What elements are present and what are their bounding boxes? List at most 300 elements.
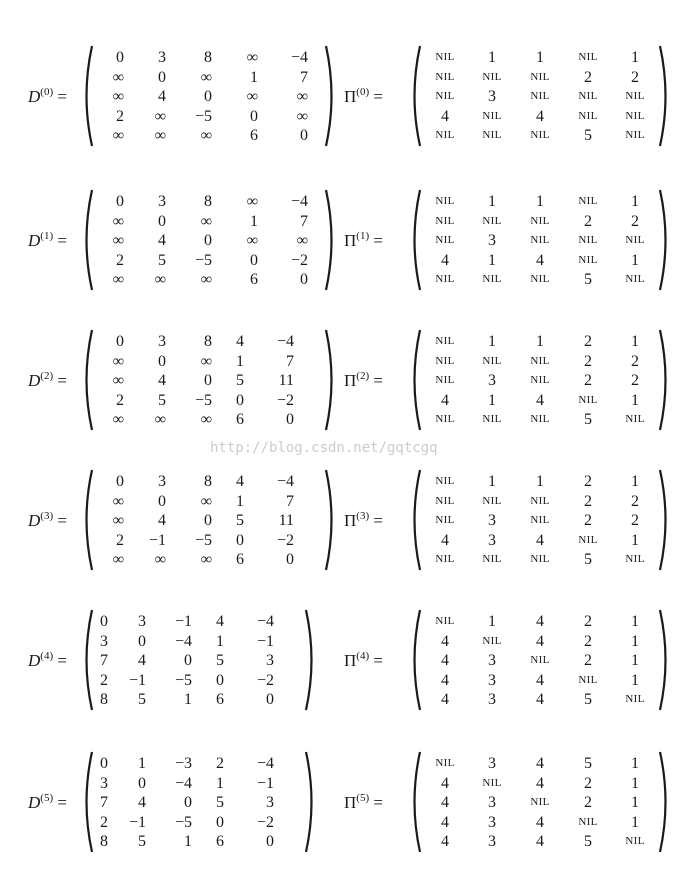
d-cell: ∞ <box>246 232 258 250</box>
d-cell: 1 <box>250 212 258 230</box>
equals-sign: = <box>369 511 383 530</box>
d-cell: 6 <box>250 271 258 289</box>
d-matrix-label <box>28 230 67 251</box>
d-cell: 0 <box>216 813 224 831</box>
left-paren <box>408 328 422 432</box>
pi-cell: NIL <box>625 129 645 142</box>
d-cell: 11 <box>278 512 294 530</box>
pi-cell: 4 <box>441 833 449 851</box>
d-cell: 0 <box>138 774 146 792</box>
watermark: http://blog.csdn.net/gqtcgq <box>210 440 438 456</box>
pi-cell: NIL <box>578 253 598 266</box>
d-cell: ∞ <box>200 212 212 230</box>
pi-cell: 2 <box>584 352 592 370</box>
d-grid <box>94 192 324 290</box>
pi-cell: 1 <box>631 813 639 831</box>
pi-cell: 4 <box>441 251 449 269</box>
pi-cell: 4 <box>536 755 544 772</box>
pi-cell: 5 <box>584 411 592 429</box>
pi-cell: NIL <box>578 109 598 122</box>
d-cell: 11 <box>278 372 294 390</box>
pi-cell: 4 <box>536 833 544 851</box>
d-cell: 0 <box>204 88 212 106</box>
d-superscript: (3) <box>40 510 54 522</box>
pi-cell: NIL <box>578 533 598 546</box>
pi-cell: NIL <box>435 514 455 527</box>
pi-cell: 1 <box>631 755 639 772</box>
pi-matrix-label <box>344 86 383 107</box>
d-cell: ∞ <box>112 411 124 429</box>
d-cell: ∞ <box>112 352 124 370</box>
d-cell: 4 <box>158 372 166 390</box>
d-cell: 0 <box>100 613 108 630</box>
pi-cell: NIL <box>482 214 502 227</box>
pi-cell: 3 <box>488 531 496 549</box>
d-cell: 4 <box>158 88 166 106</box>
pi-cell: 1 <box>536 193 544 210</box>
equals-sign: = <box>369 231 383 250</box>
d-cell: 8 <box>100 691 108 709</box>
d-cell: ∞ <box>154 271 166 289</box>
d-cell: 0 <box>184 794 192 812</box>
d-cell: ∞ <box>112 551 124 569</box>
pi-cell: 4 <box>536 251 544 269</box>
pi-cell: NIL <box>435 234 455 247</box>
pi-grid <box>422 332 658 430</box>
pi-cell: 1 <box>488 391 496 409</box>
pi-cell: NIL <box>530 413 550 426</box>
pi-cell: NIL <box>530 90 550 103</box>
pi-cell: NIL <box>435 757 455 769</box>
left-paren <box>408 750 422 854</box>
pi-cell: 1 <box>631 671 639 689</box>
pi-cell: NIL <box>530 514 550 527</box>
d-cell: 8 <box>204 333 212 350</box>
pi-superscript: (4) <box>356 650 370 662</box>
d-cell: −2 <box>276 391 294 409</box>
pi-cell: 3 <box>488 755 496 772</box>
pi-symbol: Π <box>344 511 357 530</box>
d-grid <box>94 754 304 852</box>
pi-cell: 2 <box>584 632 592 650</box>
d-cell: −1 <box>174 613 192 630</box>
pi-cell: 4 <box>536 391 544 409</box>
pi-cell: 1 <box>536 49 544 66</box>
d-cell: 0 <box>184 652 192 670</box>
pi-cell: NIL <box>435 475 455 487</box>
pi-cell: 2 <box>584 372 592 390</box>
d-cell: 1 <box>250 68 258 86</box>
d-cell: ∞ <box>154 127 166 145</box>
d-cell: 5 <box>236 512 244 530</box>
d-cell: ∞ <box>112 127 124 145</box>
right-paren <box>324 468 338 572</box>
d-cell: 0 <box>266 691 274 709</box>
pi-cell: NIL <box>530 129 550 142</box>
d-cell: 7 <box>100 652 108 670</box>
right-paren <box>658 328 672 432</box>
pi-cell: 2 <box>631 352 639 370</box>
pi-cell: 4 <box>536 671 544 689</box>
left-paren <box>80 328 94 432</box>
d-cell: −4 <box>174 774 192 792</box>
equals-sign: = <box>369 371 383 390</box>
equals-sign: = <box>369 87 383 106</box>
d-cell: 0 <box>204 512 212 530</box>
pi-grid <box>422 48 658 146</box>
d-cell: 3 <box>138 613 146 630</box>
pi-cell: NIL <box>530 354 550 367</box>
pi-cell: NIL <box>482 354 502 367</box>
d-cell: −5 <box>174 671 192 689</box>
pi-cell: NIL <box>530 234 550 247</box>
left-paren <box>80 44 94 148</box>
d-cell: −4 <box>174 632 192 650</box>
d-cell: 7 <box>300 212 308 230</box>
pi-cell: 2 <box>631 492 639 510</box>
pi-cell: NIL <box>482 273 502 286</box>
d-cell: ∞ <box>112 88 124 106</box>
d-cell: 8 <box>100 833 108 851</box>
equals-sign: = <box>369 793 383 812</box>
equals-sign: = <box>53 87 67 106</box>
d-cell: 2 <box>116 251 124 269</box>
pi-cell: 1 <box>631 49 639 66</box>
d-cell: 5 <box>138 691 146 709</box>
pi-matrix-label <box>344 370 383 391</box>
pi-cell: NIL <box>530 553 550 566</box>
d-superscript: (4) <box>40 650 54 662</box>
d-cell: −4 <box>290 49 308 66</box>
d-cell: 8 <box>204 473 212 490</box>
pi-superscript: (2) <box>356 370 370 382</box>
pi-cell: 5 <box>584 833 592 851</box>
pi-cell: NIL <box>625 835 645 848</box>
right-paren <box>324 44 338 148</box>
d-cell: −2 <box>256 813 274 831</box>
d-matrix <box>80 750 318 854</box>
d-cell: 4 <box>138 794 146 812</box>
d-symbol: D <box>28 87 41 106</box>
d-cell: 3 <box>158 49 166 66</box>
pi-cell: NIL <box>482 129 502 142</box>
d-cell: 4 <box>138 652 146 670</box>
pi-cell: 4 <box>536 613 544 630</box>
left-paren <box>408 44 422 148</box>
pi-cell: 4 <box>441 391 449 409</box>
d-symbol: D <box>28 511 41 530</box>
step-row-4 <box>0 600 693 720</box>
step-row-2 <box>0 320 693 440</box>
d-cell: 8 <box>204 193 212 210</box>
equals-sign: = <box>53 511 67 530</box>
pi-cell: 4 <box>536 531 544 549</box>
pi-cell: 1 <box>631 251 639 269</box>
pi-grid <box>422 754 658 852</box>
d-superscript: (0) <box>40 86 54 98</box>
d-cell: 0 <box>250 251 258 269</box>
pi-cell: NIL <box>482 634 502 647</box>
d-cell: 6 <box>216 691 224 709</box>
d-cell: 4 <box>216 613 224 630</box>
d-cell: −2 <box>256 671 274 689</box>
pi-cell: 2 <box>631 212 639 230</box>
d-cell: −5 <box>174 813 192 831</box>
d-matrix-label <box>28 370 67 391</box>
left-paren <box>408 188 422 292</box>
pi-cell: NIL <box>530 654 550 667</box>
d-matrix <box>80 188 338 292</box>
d-symbol: D <box>28 371 41 390</box>
d-matrix <box>80 328 338 432</box>
pi-cell: 2 <box>631 68 639 86</box>
d-cell: 6 <box>236 411 244 429</box>
pi-cell: 1 <box>631 794 639 812</box>
right-paren <box>658 608 672 712</box>
pi-cell: NIL <box>435 273 455 286</box>
d-cell: 2 <box>216 755 224 772</box>
d-cell: ∞ <box>200 68 212 86</box>
pi-symbol: Π <box>344 651 357 670</box>
d-cell: ∞ <box>200 411 212 429</box>
d-cell: 6 <box>250 127 258 145</box>
pi-cell: 1 <box>631 473 639 490</box>
right-paren <box>658 188 672 292</box>
pi-grid <box>422 612 658 710</box>
pi-cell: 1 <box>631 613 639 630</box>
d-cell: 0 <box>116 473 124 490</box>
left-paren <box>80 750 94 854</box>
d-cell: 7 <box>286 492 294 510</box>
pi-cell: NIL <box>435 354 455 367</box>
left-paren <box>408 608 422 712</box>
pi-grid <box>422 472 658 570</box>
d-cell: −5 <box>194 531 212 549</box>
d-cell: ∞ <box>200 352 212 370</box>
d-cell: 0 <box>236 391 244 409</box>
d-cell: −3 <box>174 755 192 772</box>
d-cell: −5 <box>194 391 212 409</box>
pi-cell: 5 <box>584 551 592 569</box>
pi-superscript: (3) <box>356 510 370 522</box>
pi-cell: 4 <box>441 107 449 125</box>
pi-cell: 1 <box>488 251 496 269</box>
pi-cell: 2 <box>584 774 592 792</box>
pi-cell: NIL <box>578 51 598 63</box>
pi-cell: 1 <box>631 391 639 409</box>
pi-cell: 2 <box>584 794 592 812</box>
d-cell: −4 <box>276 333 294 350</box>
pi-matrix-label <box>344 230 383 251</box>
pi-cell: 4 <box>441 691 449 709</box>
pi-cell: 1 <box>631 774 639 792</box>
pi-cell: 2 <box>584 68 592 86</box>
d-cell: ∞ <box>200 551 212 569</box>
pi-cell: NIL <box>625 273 645 286</box>
d-cell: 0 <box>300 127 308 145</box>
pi-cell: 4 <box>441 632 449 650</box>
d-cell: ∞ <box>112 212 124 230</box>
right-paren <box>658 44 672 148</box>
d-cell: 1 <box>216 774 224 792</box>
pi-cell: NIL <box>435 70 455 83</box>
pi-cell: NIL <box>578 234 598 247</box>
pi-cell: 1 <box>536 473 544 490</box>
d-cell: 0 <box>300 271 308 289</box>
d-cell: 5 <box>236 372 244 390</box>
pi-cell: NIL <box>530 70 550 83</box>
d-cell: ∞ <box>200 492 212 510</box>
pi-cell: NIL <box>435 51 455 63</box>
pi-cell: 4 <box>536 107 544 125</box>
pi-cell: 1 <box>488 473 496 490</box>
right-paren <box>304 750 318 854</box>
pi-cell: 2 <box>584 212 592 230</box>
pi-cell: 4 <box>441 531 449 549</box>
d-cell: 1 <box>236 352 244 370</box>
pi-cell: 4 <box>536 632 544 650</box>
d-cell: −1 <box>128 671 146 689</box>
d-cell: ∞ <box>112 492 124 510</box>
left-paren <box>80 608 94 712</box>
pi-cell: 5 <box>584 755 592 772</box>
pi-superscript: (5) <box>356 792 370 804</box>
d-cell: −1 <box>128 813 146 831</box>
d-cell: 0 <box>266 833 274 851</box>
d-cell: ∞ <box>154 411 166 429</box>
d-superscript: (5) <box>40 792 54 804</box>
step-row-5 <box>0 742 693 862</box>
d-grid <box>94 332 324 430</box>
pi-cell: 2 <box>584 333 592 350</box>
pi-cell: 1 <box>631 333 639 350</box>
pi-cell: 3 <box>488 512 496 530</box>
pi-cell: NIL <box>435 195 455 207</box>
d-cell: 3 <box>100 632 108 650</box>
pi-cell: NIL <box>625 90 645 103</box>
d-cell: ∞ <box>200 271 212 289</box>
d-cell: 3 <box>266 652 274 670</box>
pi-cell: 3 <box>488 794 496 812</box>
d-cell: 0 <box>204 232 212 250</box>
d-cell: 0 <box>116 333 124 350</box>
d-cell: 0 <box>100 755 108 772</box>
pi-cell: NIL <box>530 796 550 809</box>
pi-cell: NIL <box>482 70 502 83</box>
d-cell: 1 <box>216 632 224 650</box>
d-cell: 3 <box>100 774 108 792</box>
d-cell: ∞ <box>246 193 258 210</box>
pi-cell: 1 <box>488 333 496 350</box>
d-cell: 6 <box>236 551 244 569</box>
pi-cell: 5 <box>584 271 592 289</box>
pi-symbol: Π <box>344 793 357 812</box>
pi-cell: NIL <box>578 393 598 406</box>
d-cell: −2 <box>276 531 294 549</box>
d-cell: ∞ <box>154 551 166 569</box>
d-cell: 5 <box>158 391 166 409</box>
pi-cell: NIL <box>625 693 645 706</box>
pi-cell: 1 <box>536 333 544 350</box>
d-cell: ∞ <box>246 49 258 66</box>
d-cell: −5 <box>194 107 212 125</box>
d-cell: 0 <box>216 671 224 689</box>
right-paren <box>658 468 672 572</box>
pi-cell: 2 <box>631 512 639 530</box>
d-cell: ∞ <box>246 88 258 106</box>
pi-cell: NIL <box>578 90 598 103</box>
pi-symbol: Π <box>344 87 357 106</box>
pi-cell: 3 <box>488 88 496 106</box>
pi-cell: 1 <box>488 613 496 630</box>
pi-cell: 4 <box>441 794 449 812</box>
pi-cell: 2 <box>584 492 592 510</box>
step-row-0 <box>0 36 693 156</box>
d-cell: −4 <box>276 473 294 490</box>
pi-cell: NIL <box>482 413 502 426</box>
pi-cell: 5 <box>584 691 592 709</box>
d-symbol: D <box>28 793 41 812</box>
pi-cell: NIL <box>530 494 550 507</box>
d-cell: 0 <box>236 531 244 549</box>
pi-grid <box>422 192 658 290</box>
d-cell: 4 <box>236 473 244 490</box>
pi-cell: 1 <box>631 632 639 650</box>
pi-cell: 1 <box>631 193 639 210</box>
d-cell: 2 <box>100 671 108 689</box>
pi-superscript: (0) <box>356 86 370 98</box>
pi-cell: 5 <box>584 127 592 145</box>
pi-cell: NIL <box>435 374 455 387</box>
d-matrix-label <box>28 792 67 813</box>
pi-cell: 4 <box>536 813 544 831</box>
d-cell: 3 <box>158 473 166 490</box>
d-cell: 0 <box>158 492 166 510</box>
pi-cell: 4 <box>441 774 449 792</box>
d-cell: 1 <box>138 755 146 772</box>
pi-matrix-label <box>344 510 383 531</box>
pi-cell: NIL <box>435 615 455 627</box>
equals-sign: = <box>53 651 67 670</box>
d-cell: −2 <box>290 251 308 269</box>
d-superscript: (2) <box>40 370 54 382</box>
d-symbol: D <box>28 231 41 250</box>
d-cell: 0 <box>204 372 212 390</box>
d-cell: 0 <box>250 107 258 125</box>
d-cell: 4 <box>158 512 166 530</box>
d-cell: −5 <box>194 251 212 269</box>
left-paren <box>80 188 94 292</box>
d-grid <box>94 612 304 710</box>
pi-cell: 3 <box>488 833 496 851</box>
d-cell: 3 <box>266 794 274 812</box>
d-cell: ∞ <box>112 372 124 390</box>
pi-cell: NIL <box>435 90 455 103</box>
d-matrix-label <box>28 650 67 671</box>
left-paren <box>80 468 94 572</box>
pi-cell: 4 <box>441 671 449 689</box>
d-cell: 3 <box>158 193 166 210</box>
pi-cell: 3 <box>488 232 496 250</box>
d-matrix <box>80 608 318 712</box>
d-cell: −1 <box>148 531 166 549</box>
pi-cell: 3 <box>488 671 496 689</box>
d-cell: 1 <box>236 492 244 510</box>
step-row-1 <box>0 180 693 300</box>
pi-cell: 2 <box>584 652 592 670</box>
d-superscript: (1) <box>40 230 54 242</box>
pi-cell: 1 <box>488 193 496 210</box>
